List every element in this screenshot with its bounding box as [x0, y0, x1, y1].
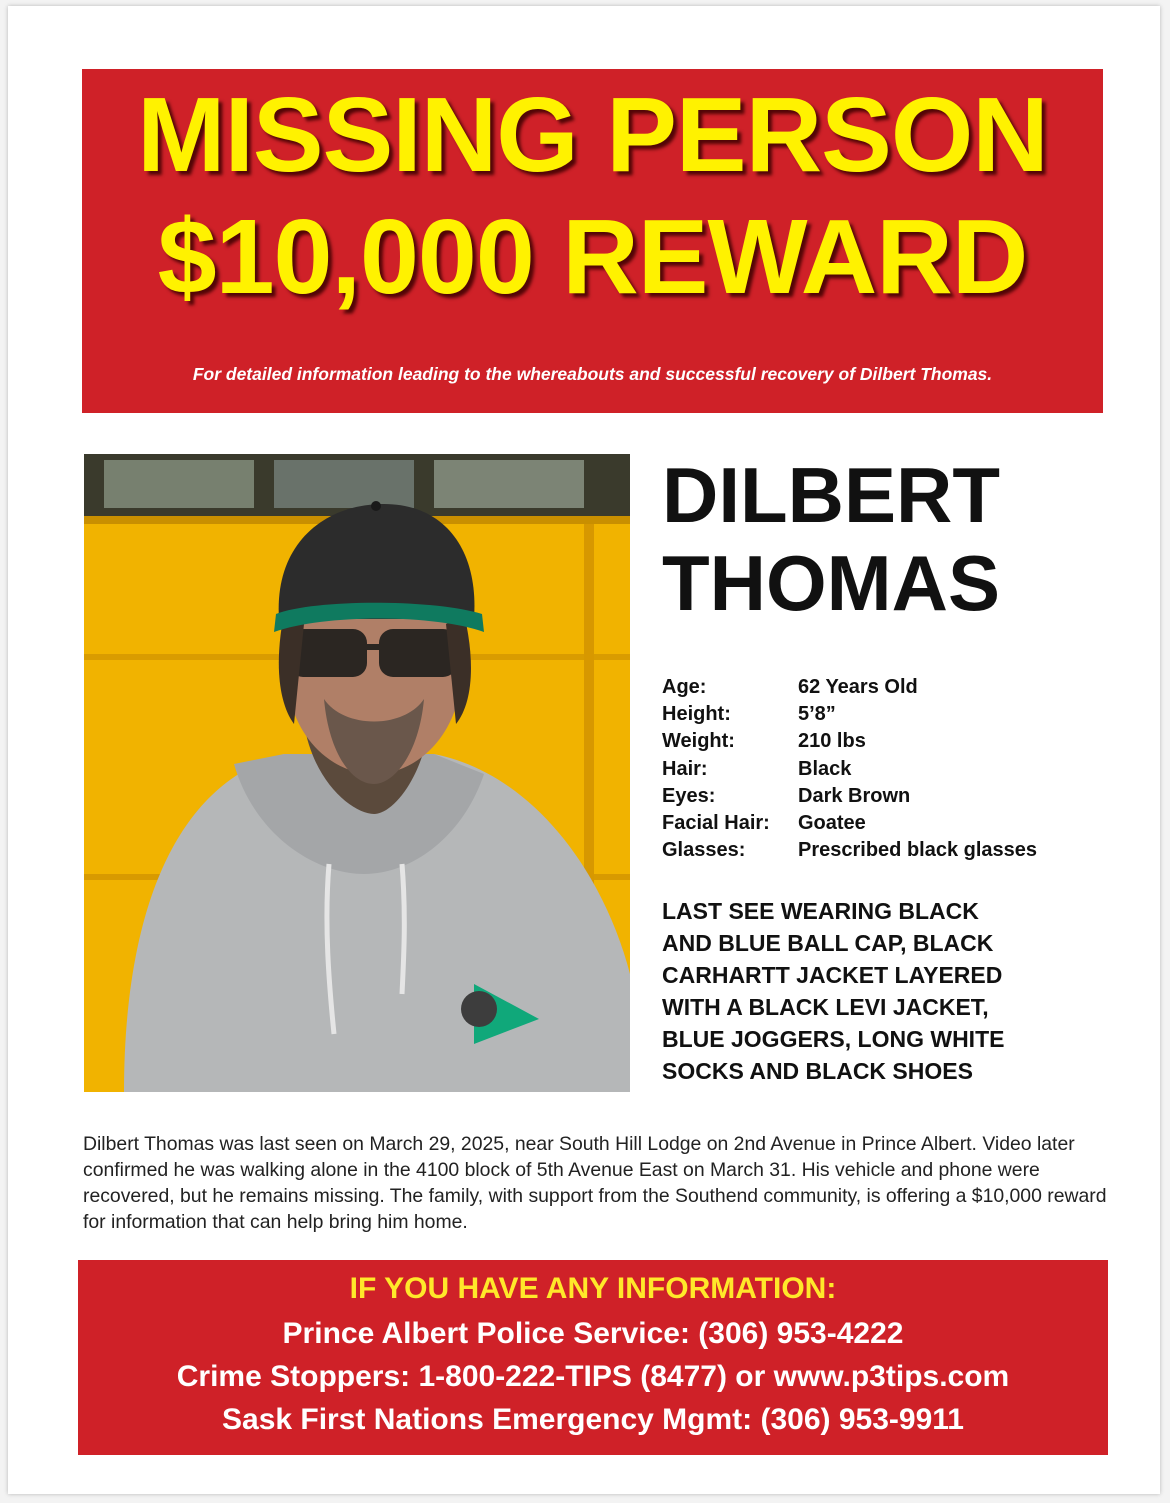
wearing-line: WITH A BLACK LEVI JACKET,	[662, 994, 989, 1020]
detail-value: Black	[798, 757, 852, 780]
contact-banner	[78, 1260, 1108, 1455]
story-paragraph: Dilbert Thomas was last seen on March 29, 2025, near South Hill Lodge on 2nd Avenue in Prince Albert. Video later confirmed he was walking alone in the 4100 block of 5th Avenue East on March 31. His vehicle and phone were recovered, but he remains missing. The family, with support from the Southend community, is offering a $10,000 reward for information that can help bring him home.	[83, 1133, 1107, 1233]
poster-page	[8, 6, 1160, 1494]
detail-value: 62 Years Old	[798, 676, 918, 698]
contact-police: Prince Albert Police Service: (306) 953-4222	[282, 1317, 904, 1350]
contact-emergency-mgmt: Sask First Nations Emergency Mgmt: (306) 953-9911	[222, 1403, 964, 1436]
detail-label: Facial Hair:	[662, 811, 770, 834]
wearing-line: SOCKS AND BLACK SHOES	[662, 1058, 973, 1084]
detail-row-weight	[662, 730, 1037, 757]
header-banner	[82, 69, 1103, 413]
person-details-table	[662, 676, 1037, 866]
headline-reward: $10,000 REWARD	[157, 198, 1028, 316]
detail-label: Weight:	[662, 730, 735, 753]
detail-value: Dark Brown	[798, 784, 911, 807]
detail-label: Eyes:	[662, 784, 716, 807]
last-seen-wearing	[662, 895, 1092, 1087]
detail-row-glasses	[662, 839, 1037, 866]
detail-row-height	[662, 703, 1037, 730]
detail-label: Glasses:	[662, 839, 746, 862]
detail-row-eyes	[662, 785, 1037, 812]
detail-value: Prescribed black glasses	[798, 839, 1038, 862]
wearing-line: CARHARTT JACKET LAYERED	[662, 962, 1003, 988]
contact-heading: IF YOU HAVE ANY INFORMATION:	[349, 1272, 837, 1305]
detail-value: 5’8”	[798, 703, 836, 726]
detail-row-hair	[662, 758, 1037, 785]
detail-label: Height:	[662, 703, 731, 726]
person-photo-illustration	[84, 454, 630, 1092]
contact-crime-stoppers: Crime Stoppers: 1-800-222-TIPS (8477) or www.p3tips.com	[176, 1360, 1010, 1393]
detail-row-age	[662, 676, 1037, 703]
wearing-line: AND BLUE BALL CAP, BLACK	[662, 930, 994, 956]
person-photo	[84, 454, 630, 1092]
person-last-name: THOMAS	[662, 539, 1000, 627]
banner-subtitle: For detailed information leading to the whereabouts and successful recovery of Dilbert Thomas.	[192, 364, 993, 384]
detail-label: Hair:	[662, 757, 708, 780]
wearing-line: LAST SEE WEARING BLACK	[662, 898, 979, 924]
person-first-name: DILBERT	[662, 451, 1000, 539]
headline-missing-person: MISSING PERSON	[137, 76, 1048, 194]
detail-value: 210 lbs	[798, 730, 866, 753]
wearing-line: BLUE JOGGERS, LONG WHITE	[662, 1026, 1005, 1052]
person-name	[662, 451, 1142, 627]
detail-row-facial-hair	[662, 812, 1037, 839]
detail-label: Age:	[662, 676, 707, 698]
detail-value: Goatee	[798, 811, 866, 834]
